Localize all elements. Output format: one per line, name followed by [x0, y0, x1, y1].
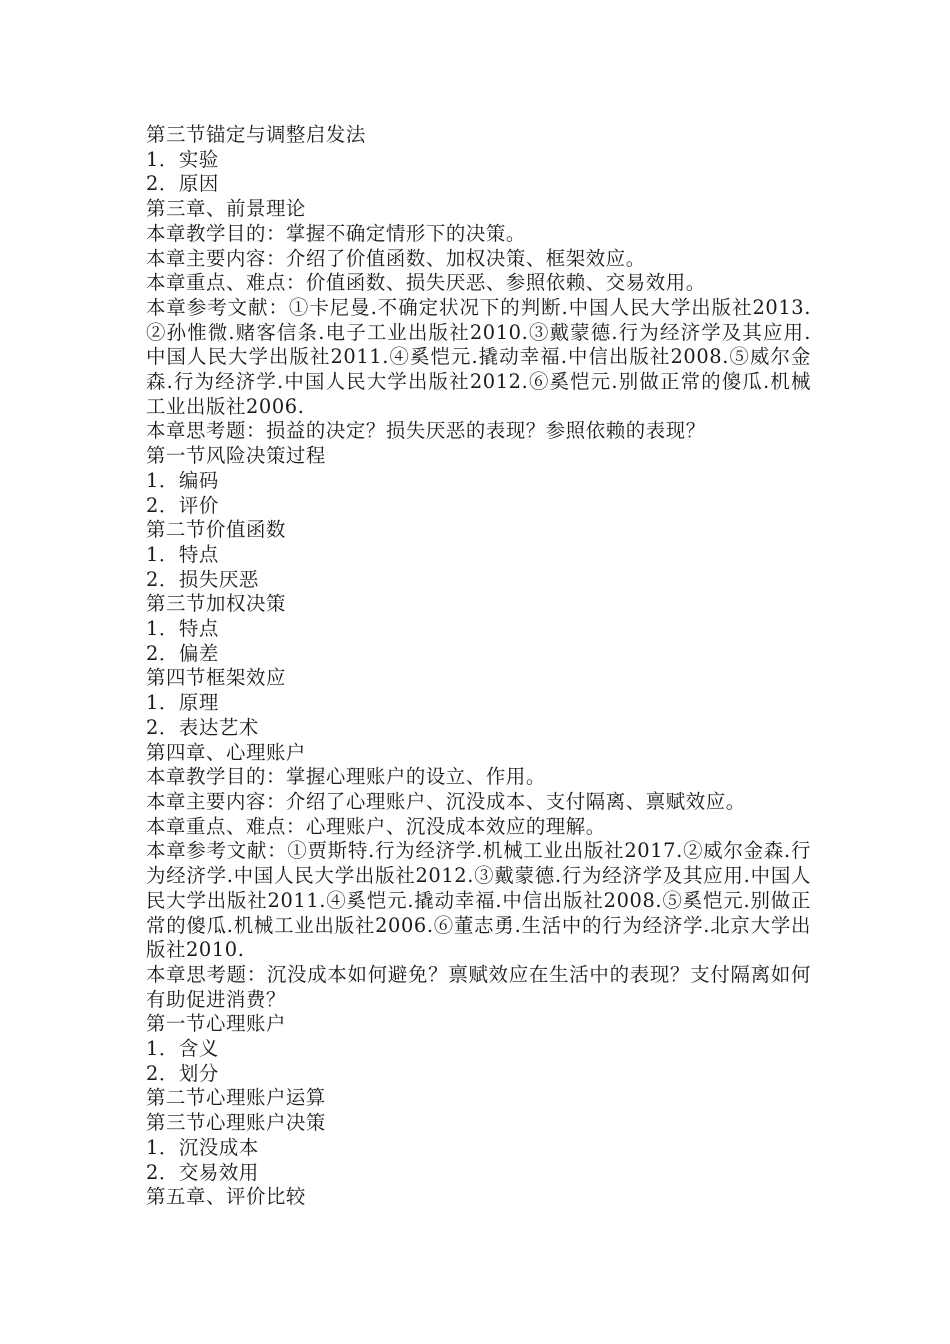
chapter-objective: 本章教学目的：掌握心理账户的设立、作用。 [146, 765, 546, 789]
section-heading: 第四节框架效应 [146, 666, 286, 690]
chapter-questions: 本章思考题：沉没成本如何避免？禀赋效应在生活中的表现？支付隔离如何有助促进消费？ [146, 962, 811, 1011]
document-body [146, 123, 811, 1210]
chapter-content: 本章主要内容：介绍了心理账户、沉没成本、支付隔离、禀赋效应。 [146, 789, 746, 813]
list-item: 2．原因 [146, 172, 219, 196]
chapter-objective: 本章教学目的：掌握不确定情形下的决策。 [146, 221, 526, 245]
chapter-key-points: 本章重点、难点：心理账户、沉没成本效应的理解。 [146, 814, 606, 838]
list-item: 2．交易效用 [146, 1160, 259, 1184]
section-heading: 第三节心理账户决策 [146, 1111, 326, 1135]
section-heading: 第一节风险决策过程 [146, 444, 326, 468]
section-heading: 第二节价值函数 [146, 518, 286, 542]
chapter-heading: 第三章、前景理论 [146, 197, 306, 221]
list-item: 1．特点 [146, 542, 219, 566]
chapter-questions: 本章思考题：损益的决定？损失厌恶的表现？参照依赖的表现？ [146, 419, 706, 443]
list-item: 1．编码 [146, 468, 219, 492]
list-item: 1．实验 [146, 147, 219, 171]
chapter-heading: 第五章、评价比较 [146, 1185, 306, 1209]
list-item: 2．评价 [146, 493, 219, 517]
section-heading: 第三节锚定与调整启发法 [146, 123, 366, 146]
chapter-key-points: 本章重点、难点：价值函数、损失厌恶、参照依赖、交易效用。 [146, 271, 706, 295]
list-item: 1．特点 [146, 617, 219, 641]
list-item: 1．原理 [146, 691, 219, 715]
list-item: 1．沉没成本 [146, 1135, 259, 1159]
chapter-content: 本章主要内容：介绍了价值函数、加权决策、框架效应。 [146, 246, 646, 270]
chapter-references: 本章参考文献：①贾斯特.行为经济学.机械工业出版社2017.②威尔金森.行为经济学.中国人民大学出版社2012.③戴蒙德.行为经济学及其应用.中国人民大学出版社2011.④奚恺元.撬动幸福.中信出版社2008.⑤奚恺元.别做正常的傻瓜.机械工业出版社2006.⑥董志勇.生活中的行为经济学.北京大学出版社2010. [146, 839, 811, 962]
chapter-references: 本章参考文献：①卡尼曼.不确定状况下的判断.中国人民大学出版社2013.②孙惟微.赌客信条.电子工业出版社2010.③戴蒙德.行为经济学及其应用.中国人民大学出版社2011.④奚恺元.撬动幸福.中信出版社2008.⑤威尔金森.行为经济学.中国人民大学出版社2012.⑥奚恺元.别做正常的傻瓜.机械工业出版社2006. [146, 295, 811, 418]
list-item: 1．含义 [146, 1037, 219, 1061]
section-heading: 第三节加权决策 [146, 592, 286, 616]
list-item: 2．损失厌恶 [146, 567, 259, 591]
list-item: 2．划分 [146, 1061, 219, 1085]
section-heading: 第一节心理账户 [146, 1012, 286, 1036]
chapter-heading: 第四章、心理账户 [146, 740, 306, 764]
section-heading: 第二节心理账户运算 [146, 1086, 326, 1110]
list-item: 2．偏差 [146, 641, 219, 665]
list-item: 2．表达艺术 [146, 715, 259, 739]
